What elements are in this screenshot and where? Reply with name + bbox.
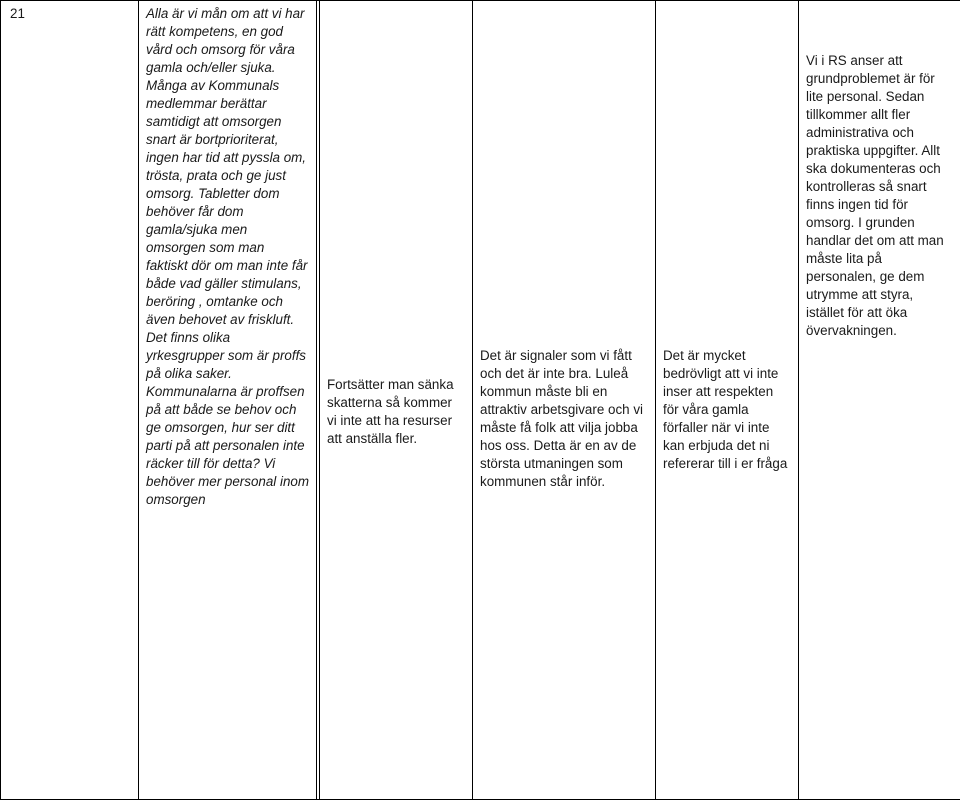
answer-cell-3	[656, 1, 799, 800]
answer-cell-4	[799, 1, 960, 800]
row-number: 21	[10, 6, 25, 21]
answer-cell-2	[473, 1, 656, 800]
answer-text-1: Fortsätter man sänka skatterna så kommer vi inte att ha resurser att anställa fler.	[327, 377, 454, 446]
answer-cell-1	[320, 1, 473, 800]
answer-text-2: Det är signaler som vi fått och det är inte bra. Luleå kommun måste bli en attraktiv arbetsgivare och vi måste få folk att vilja jobba hos oss. Detta är en av de största utmaningen som kommunen står inför.	[480, 348, 643, 489]
question-cell	[139, 1, 317, 800]
answer-text-4: Vi i RS anser att grundproblemet är för lite personal. Sedan tillkommer allt fler administrativa och praktiska uppgifter. Allt ska dokumenteras och kontrolleras så snart finns ingen tid för omsorg. I grunden handlar det om att man måste lita på personalen, ge dem utrymme att styra, istället för att öka övervakningen.	[806, 53, 944, 338]
row-number-cell	[1, 1, 139, 800]
question-text: Alla är vi mån om att vi har rätt kompetens, en god vård och omsorg för våra gamla och/eller sjuka. Många av Kommunals medlemmar berättar samtidigt att omsorgen snart är bortprioriterat, ingen har tid att pyssla om, trösta, prata och ge just omsorg. Tabletter dom behöver får dom gamla/sjuka men omsorgen som man faktiskt dör om man inte får både vad gäller stimulans, beröring , omtanke och även behovet av friskluft. Det finns olika yrkesgrupper som är proffs på olika saker. Kommunalarna är proffsen på att både se behov och ge omsorgen, hur ser ditt parti på att personalen inte räcker till för detta? Vi behöver mer personal inom omsorgen	[146, 6, 310, 507]
table-row	[1, 1, 960, 800]
answer-text-3: Det är mycket bedrövligt att vi inte inser att respekten för våra gamla förfaller när vi inte kan erbjuda det ni refererar till i er fråga	[663, 348, 788, 471]
